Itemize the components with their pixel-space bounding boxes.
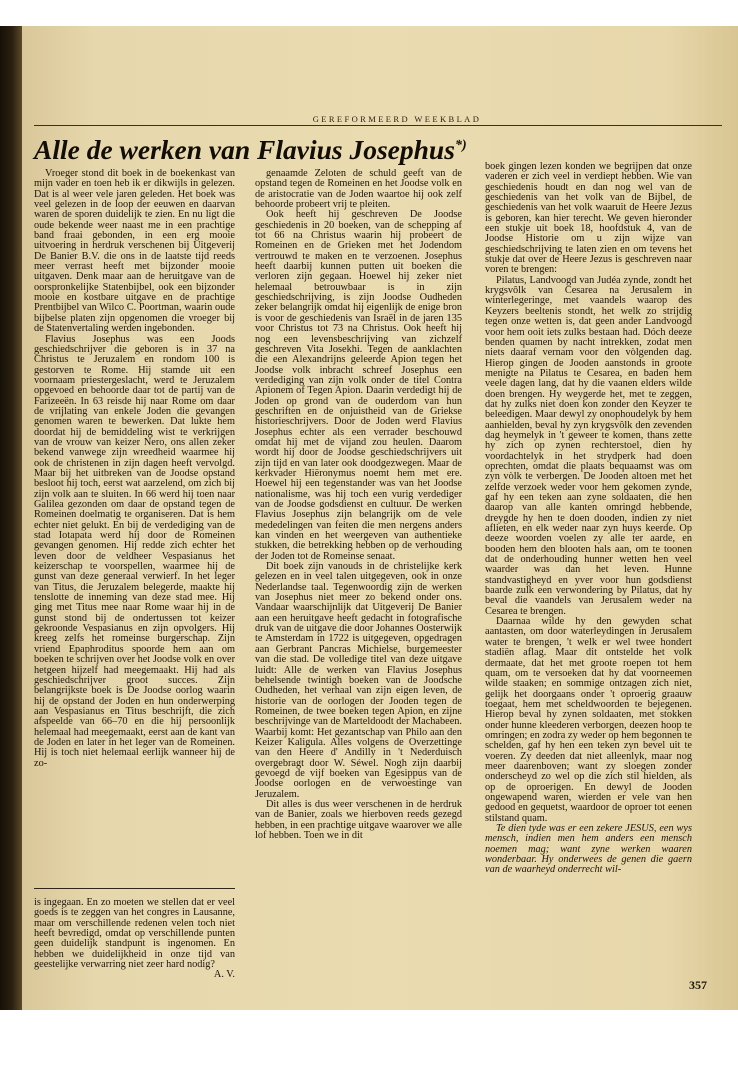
- running-head: GEREFORMEERD WEEKBLAD: [312, 114, 482, 124]
- page-number: 357: [689, 978, 707, 992]
- footnote-body: is ingegaan. En zo moeten we stellen dat er veel goeds is te zeggen van het congres in Lausanne, maar om verschillende redenen velen toch niet heeft bevredigd, omdat op verschillende punten geen duidelijk standpunt is ingenomen. En hebben we duidelijkheid in onze tijd van geestelijke verwarring niet zeer hard nodig?: [34, 897, 235, 971]
- binding-shadow: [0, 26, 22, 1010]
- header-rule: [34, 125, 722, 126]
- column-3: [485, 162, 692, 967]
- magazine-page: [22, 26, 738, 1010]
- paragraph: genaamde Zeloten de schuld geeft van de opstand tegen de Romeinen en het Joodse volk en de aristocratie van de Joden waartoe hij ook zelf behoorde probeert vrij te pleiten.: [255, 168, 462, 211]
- footnote: [34, 897, 235, 981]
- paragraph: Dit boek zijn vanouds in de christelijke kerk gelezen en in veel talen uitgegeven, ook in onze Nederlandse taal. Tegenwoordig zijn de werken van Josephus niet meer zo bekend onder ons. Vandaar waarschijnlijk dat Uitgeverij De Banier aan een heruitgave heeft gedacht in fotografische druk van de uitgave die door Johannes Oosterwijk te Amsterdam in 1722 is uitgegeven, opgedragen aan Gerbrant Pancras Michielse, burgemeester van die stad. De volledige titel van deze uitgave luidt: Alle de werken van Flavius Josephus behelsende twintigh boeken van de Joodsche Oudheden, het verhaal van zijn eigen leven, de historie van de oorlogen der Jooden tegen de Romeinen, de twee boeken tegen Apion, en zijne beschrijvinge van de Marteldoodt der Machabeen. Waarbij komt: Het gezantschap van Philo aan den Keizer Kaligula. Alles volgens de Overzettinge van den Heere d' Andilly in 't Nederduisch overgebragt door W. Séwel. Nogh zijn daarbij gevoegd de vijf boeken van Egesippus van de Joodse oorlogen en de verwoestinge van Jeruzalem.: [255, 561, 463, 800]
- article-title: [34, 128, 494, 168]
- paragraph: Te dien tyde was er een zekere JESUS, een wys mensch, indien men hem anders een mensch noemen mag; want zyne werken waaren wonderbaar. Hy onderwees de genen die gaern van de waarheyd onderrecht wil-: [485, 823, 692, 876]
- column-2: [255, 169, 462, 941]
- column-1: [34, 169, 235, 881]
- scan-margin-top: [0, 0, 738, 26]
- paragraph: boek gingen lezen konden we begrijpen dat onze vaderen er zich veel in verdiept hebben. Wie van geschiedenis houdt en dan nog wel van de geschiedenis van het volk van de Bijbel, de geschiedenis van het volk waaruit de Heere Jezus is geboren, kan hier terecht. We geven hieronder een stukje uit boek 18, hoofdstuk 4, van de Joodse Historie om u zijn wijze van geschiedschrijving te laten zien en om tevens het stukje dat over de Heere Jezus is geschreven naar voren te brengen:: [485, 161, 692, 276]
- paragraph: Vroeger stond dit boek in de boekenkast van mijn vader en toen heb ik er dikwijls in gelezen. Dat is al weer vele jaren geleden. Het boek was veel gelezen in de loop der eeuwen en daarvan waren de sporen duidelijk te zien. En nu ligt die oude bekende weer naast me in een prachtige band fraai gebonden, in een erg mooie uitvoering in herdruk verschenen bij Uitgeverij De Banier B.V. die ons in de laatste tijd reeds meer verrast heeft met bijzonder mooie uitgaven. Denk maar aan de heruitgave van de oorspronkelijke Statenbijbel, ook een bijzonder mooie en kostbare uitgave en de prachtige Prentbijbel van Wilco C. Poortman, waarin oude bijbelse platen zijn opgenomen die vroeger bij de Statenvertaling werden ingebonden.: [34, 168, 235, 335]
- scan-margin-bottom: [0, 1010, 738, 1068]
- paragraph: Dit alles is dus weer verschenen in de herdruk van de Banier, zoals we hierboven reeds gezegd hebben, in een prachtige uitgave waarover we alle lof hebben. Toen we in dit: [255, 798, 462, 841]
- article-title-text: Alle de werken van Flavius Josephus: [34, 134, 455, 166]
- paragraph: Pilatus, Landvoogd van Judéa zynde, zondt het krygsvôlk van Cesarea na Jerusalem in winterlegeringe, met vaandels waarop des Keyzers beeltenis stondt, het welk zo strijdig tegen onze wetten is, dat geen ander Landvoogd voor hem ooit iets zulks bestaan had. Dóch deeze benden quamen by nacht intrekken, zodat men niets daaraf vernam voor den vòlgenden dag. Hierop gingen de Jooden aanstonds in groote menigte na Pilatus te Cesarea, en baden hem veele dagen lang, dat hy die vaanen elders wilde doen brengen. Hy weygerde het, met te zeggen, dat hy zulks niet doen kon zonder den Keyzer te beleedigen. Maar dewyl zy onophoudelyk by hem aanhielden, beval hy zyn krygsvôlk den zevenden dag heymelyk in 't geweer te komen, thans zette hy zich op zynen rechterstoel, dien hy voordachtelyk in het strydperk had doen oprechten, omdat die plaats bequaamst was om zyn vòlk te verbergen. De Jooden altoen met het zelfde verzoek weder voor hem gekomen zynde, gaf hy een teken aan zyne soldaaten, die hen daarop van alle kanten omringd hebbende, dreygde hy hen te doen dooden, indien zy niet aflieten, en elk weder naar zyn huys keerde. Op deeze woorden voelen zy alle ter aarde, en booden hem den blooten hals aan, om te toonen dat de onderhouding hunner wetten hen veel waarder was dan het leven. Hunne standvastigheyd en yver voor hun godsdienst baarde zulk een verwondering by Pilatus, dat hy beval die vaandels van Jerusalem weder na Cesarea te brengen.: [485, 274, 692, 617]
- footnote-mark: *): [454, 138, 467, 153]
- footnote-text: [34, 897, 235, 981]
- author-signature: A. V.: [213, 969, 235, 981]
- column-rule: [34, 888, 235, 889]
- paragraph: Ook heeft hij geschreven De Joodse geschiedenis in 20 boeken, van de schepping af tot 66 na Christus waarin hij probeert de Romeinen en de Grieken met het Jodendom vertrouwd te maken en te verzoenen. Josephus heeft daarbij kunnen putten uit boeken die verloren zijn gegaan. Hoewel hij zeker niet helemaal betrouwbaar is in zijn geschiedschrijving, is zijn Joodse Oudheden zeker belangrijk omdat hij eigenlijk de enige bron is voor de geschiedenis van Israël in de jaren 135 voor Christus tot 73 na Christus. Ook heeft hij nog een levensbeschrijving van zichzelf geschreven Vita Josekhi. Tegen de aanklachten die een Alexandrijns geleerde Apion tegen het Joodse volk inbracht schreef Josephus een verdediging van zijn volk onder de titel Contra Apionem of Tegen Apion. Daarin verdedigt hij de Joden op grond van de ouderdom van hun geschriften en de onjuistheid van de Griekse historieschrijvers. Door de Joden werd Flavius Josephus echter als een verrader beschouwd omdat hij met de vijand zou heulen. Daarom wordt hij door de Joodse geschiedschrijvers uit zijn tijd en van later ook doodgezwegen. Maar de kerkvader Hiëronymus noemt hem met ere. Hoewel hij een tegenstander was van het Joodse nationalisme, was hij toch een vurig verdediger van de Joodse godsdienst en cultuur. De werken Flavius Josephus zijn belangrijk om de vele mededelingen van feiten die men nergens anders kan vinden en het weergeven van authentieke stukken, die betrekking hebben op de verhouding der Joden tot de Romeinse senaat.: [255, 209, 462, 562]
- paragraph: Daarnaa wilde hy den gewyden schat aantasten, om door waterleydingen in Jerusalem water te brengen, 't welk er wel twee hondert stadiën aflag. Maar dit ontstelde het volk dermaate, dat het met groote roepen tot hem quam, om te versoeken dat hy dat voorneemen wilde staaken; en sommige ontzagen zich niet, gelijk het doorgaans onder 't oproerig graauw toegaat, hem met scheldwoorden te bejegenen. Hierop beval hy zynen soldaaten, met stokken onder hunne kleederen verborgen, deezen hoop te omringen; en zodra zy weder op hem begonnen te schelden, gaf hy hen een teken zyn bevel uit te voeren. Zy deeden dat niet alleenlyk, maar nog meer daarenboven; want zy sloegen zonder onderscheyd zo wel op die zich stil hielden, als op de oproerigen. En dewyl de Jooden ongewapend waren, wierden er vele van hen gedood en gequetst, waardoor de oproer tot eenen stilstand quam.: [485, 616, 692, 824]
- paragraph: Flavius Josephus was een Joods geschiedschrijver die geboren is in 37 na Christus te Jeruzalem en rondom 100 is gestorven te Rome. Hij stamde uit een voornaam priestergeslacht, werd te Jeruzalem opgevoed en behoorde daar tot de partij van de Farizeeën. In 63 reisde hij naar Rome om daar de vrijlating van enkele Joden die gevangen genomen waren te bewerken. Dat lukte hem doordat hij de bemiddeling wist te verkrijgen van de vrouw van keizer Nero, ons allen zeker bekend vanwege zijn wreedheid waarmee hij ook de christenen in zijn dagen heeft vervolgd. Maar bij het uitbreken van de Joodse opstand besloot hij toch, eerst wat aarzelend, om zich bij zijn volk aan te sluiten. In 66 werd hij toen naar Galilea gezonden om daar de opstand tegen de Romeinen doelmatig te organiseren. Dat is hem echter niet gelukt. En bij de verdediging van de stad Iotapata werd hij door de Romeinen gevangen genomen. Hij redde zich echter het leven door de veldheer Vespasianus het keizerschap te voorspellen, waarmee hij de gunst van deze generaal verwierf. In het leger van Titus, die Jeruzalem belegerde, maakte hij tenslotte de inneming van deze stad mee. Hij ging met Titus mee naar Rome waar hij in de gunst stond bij de ondertussen tot keizer gekroonde Vespasianus en zijn opvolgers. Hij kreeg zelfs het romeinse burgerschap. Zijn vriend Epaphroditus spoorde hem aan om boeken te schrijven over het Joodse volk en over hetgeen hijzelf had meegemaakt. Hij had als geschiedschrijver groot succes. Zijn belangrijkste boek is De Joodse oorlog waarin hij de opstand der Joden en hun onderwerping aan Vespasianus en Titus beschrijft, die zich afspeelde van 66–70 en die hij persoonlijk helemaal had meegemaakt, eerst aan de kant van de Joden en later in het leger van de Romeinen. Hij is toch niet helemaal eerlijk wanneer hij de zo-: [34, 333, 235, 769]
